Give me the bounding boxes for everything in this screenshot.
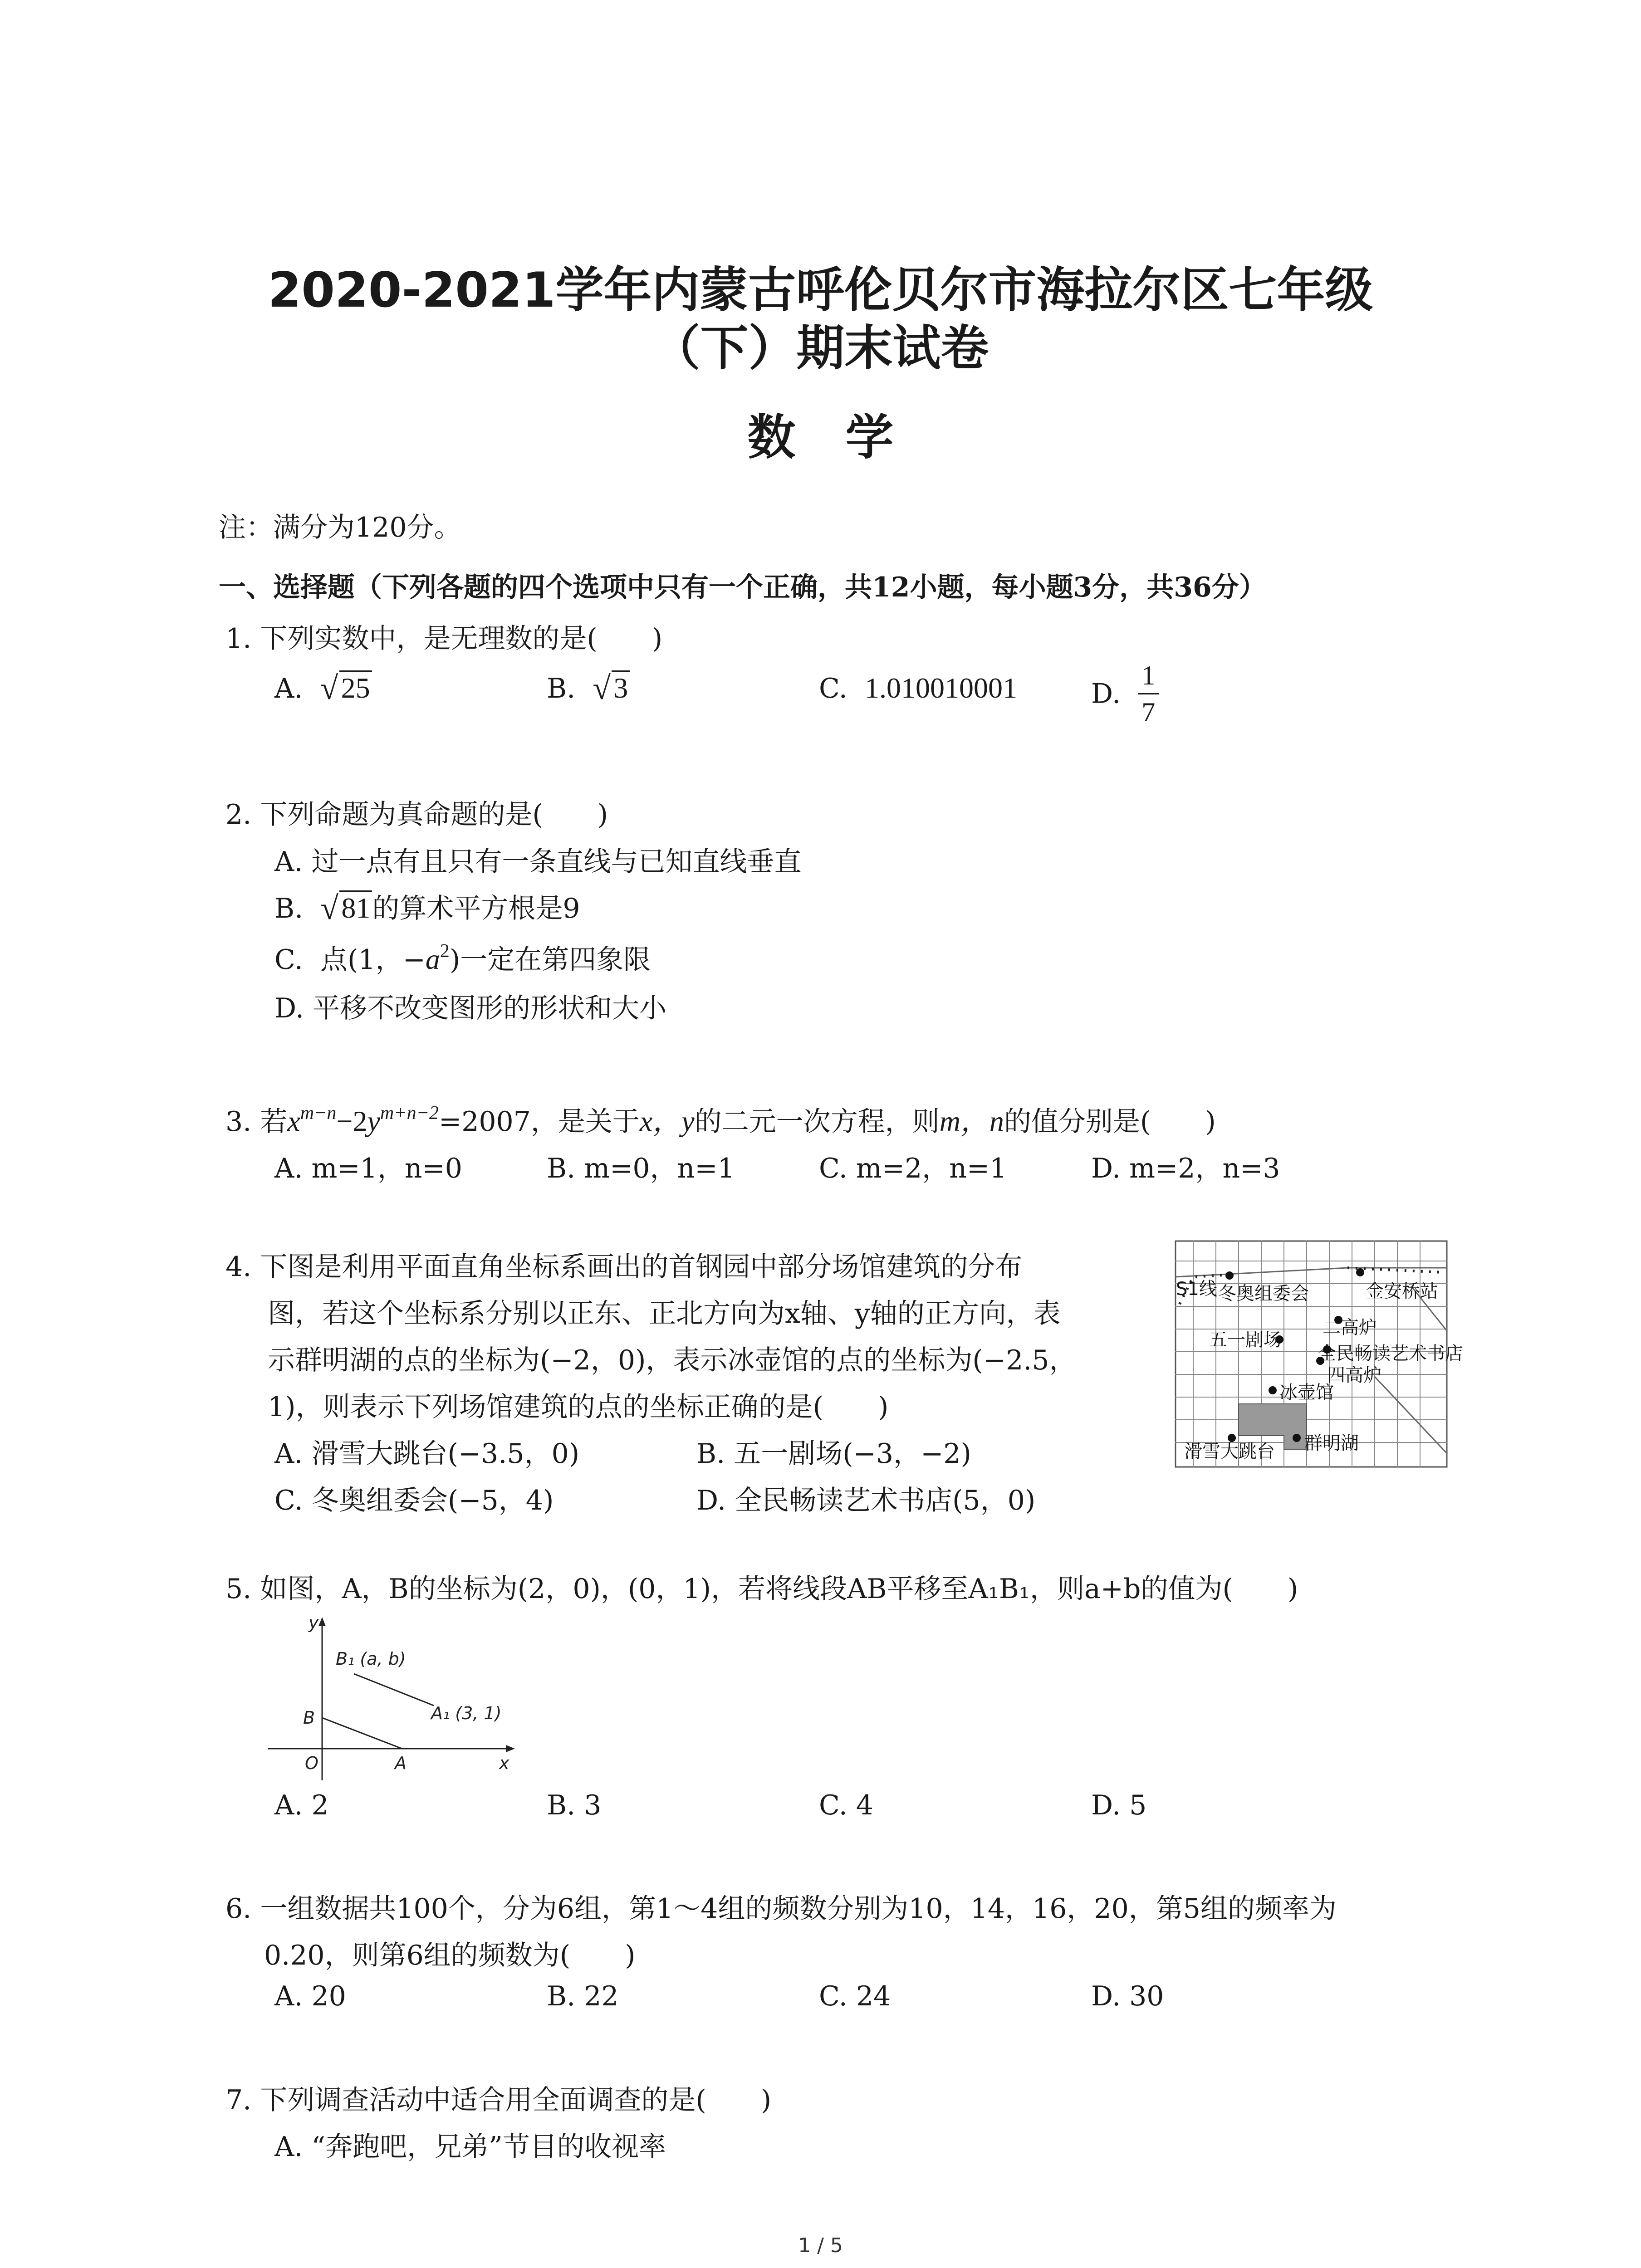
q1-option-b: B. √ 3 [547,671,630,705]
q2-option-a: A. 过一点有且只有一条直线与已知直线垂直 [274,846,802,878]
map-label-wuyi: 五一剧场 [1209,1330,1282,1350]
q4-line4: 1)，则表示下列场馆建筑的点的坐标正确的是( ) [268,1391,889,1423]
map-label-huaxue: 滑雪大跳台 [1184,1441,1275,1462]
q3-option-a: A. m=1，n=0 [274,1153,462,1184]
q4-line1: 4. 下图是利用平面直角坐标系画出的首钢园中部分场馆建筑的分布 [225,1251,1023,1283]
q5-coordinate-figure [263,1613,526,1785]
q2-option-b: B. √ 81的算术平方根是9 [274,890,580,926]
q5-x-label: x [499,1753,509,1773]
page-number: 1 / 5 [798,2234,843,2257]
q6-option-a: A. 20 [274,1980,346,2012]
q5-stem: 5. 如图，A，B的坐标为(2，0)，(0，1)，若将线段AB平移至A₁B₁，则a+b的值为( ) [225,1573,1298,1605]
q7-stem: 7. 下列调查活动中适合用全面调查的是( ) [225,2084,772,2116]
q4-line3: 示群明湖的点的坐标为(−2，0)，表示冰壶馆的点的坐标为(−2.5， [268,1344,1077,1376]
map-label-qunming: 群明湖 [1304,1433,1359,1454]
q1-stem: 1. 下列实数中，是无理数的是( ) [225,623,663,655]
q3-option-b: B. m=0，n=1 [547,1153,735,1184]
q7-option-a: A. “奔跑吧，兄弟”节目的收视率 [274,2131,666,2163]
q4-option-a: A. 滑雪大跳台(−3.5，0) [274,1438,580,1470]
map-label-s1: S1线 [1176,1279,1217,1300]
venue-map-figure [1175,1241,1463,1467]
map-label-ergaolu: 二高炉 [1323,1317,1377,1338]
q6-option-b: B. 22 [547,1980,619,2012]
q2-stem: 2. 下列命题为真命题的是( ) [225,799,608,831]
q5-origin-label: O [305,1753,318,1773]
q2-option-c: C. 点(1，$-a^2$)一定在第四象限 [274,941,651,976]
q1-option-a: A. √ 25 [274,671,372,705]
q5-point-a1-label: A₁ (3, 1) [431,1703,502,1723]
subject-title: 数学 [747,410,944,465]
q3-stem: 3. 若$x^{m-n}-2y^{m+n-2}=2007$，是关于x，y的二元一次方程，则m，n的值分别是( ) [225,1103,1216,1138]
q1-option-d: D. $\frac{1}{7}$ [1091,658,1159,730]
q6-line2: 0.20，则第6组的频数为( ) [264,1940,636,1971]
exam-title-line1: 2020-2021学年内蒙古呼伦贝尔市海拉尔区七年级 [268,262,1373,318]
q2-option-d: D. 平移不改变图形的形状和大小 [274,992,667,1024]
section-heading: 一、选择题（下列各题的四个选项中只有一个正确，共12小题，每小题3分，共36分） [219,572,1266,603]
q6-option-c: C. 24 [819,1980,891,2012]
map-label-quanmin: 全民畅读艺术书店 [1318,1343,1463,1364]
q3-option-d: D. m=2，n=3 [1091,1153,1280,1184]
q5-point-a-label: A [395,1753,407,1773]
q4-line2: 图，若这个坐标系分别以正东、正北方向为x轴、y轴的正方向，表 [268,1298,1061,1330]
exam-title-line2: （下）期末试卷 [652,320,989,376]
q6-option-d: D. 30 [1091,1980,1164,2012]
q5-point-b1-label: B₁ (a, b) [336,1649,406,1669]
q5-point-b-label: B [303,1708,315,1728]
q5-option-b: B. 3 [547,1789,602,1821]
q4-option-d: D. 全民畅读艺术书店(5，0) [696,1485,1036,1516]
map-label-bingu: 冰壶馆 [1279,1382,1334,1403]
q4-option-c: C. 冬奥组委会(−5，4) [274,1485,554,1516]
q5-option-a: A. 2 [274,1789,329,1821]
q1-option-c: C. 1.010010001 [819,672,1017,704]
map-label-sigaolu: 四高炉 [1327,1365,1381,1386]
q6-line1: 6. 一组数据共100个，分为6组，第1～4组的频数分别为10，14，16，20，第5组的频率为 [225,1893,1337,1925]
q5-y-label: y [309,1613,319,1633]
q4-option-b: B. 五一剧场(−3，−2) [696,1438,971,1470]
q3-option-c: C. m=2，n=1 [819,1153,1007,1184]
score-note: 注：满分为120分。 [219,512,461,543]
map-label-jinan: 金安桥站 [1366,1281,1438,1302]
q5-option-d: D. 5 [1091,1789,1147,1821]
map-label-dongao: 冬奥组委会 [1218,1283,1309,1304]
q5-option-c: C. 4 [819,1789,874,1821]
